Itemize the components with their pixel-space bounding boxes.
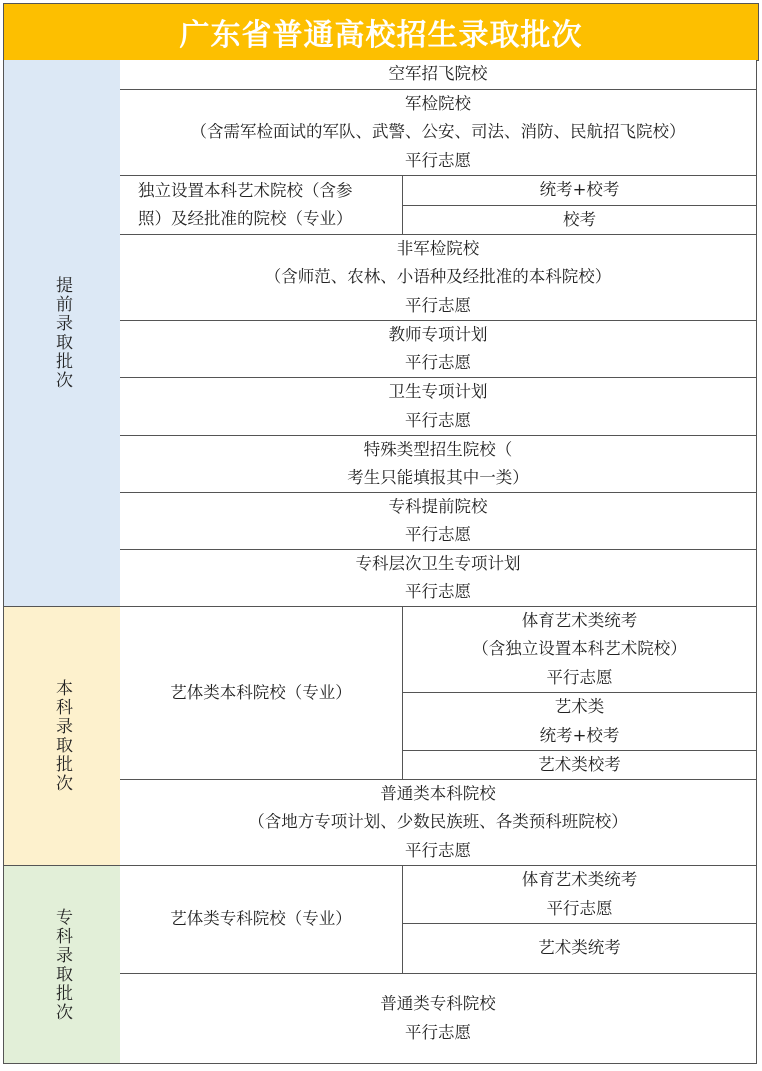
group-early-batch xyxy=(3,60,121,607)
group-label: 提前录取批次 xyxy=(52,276,72,390)
cell-text-line: 空军招飞院校 xyxy=(388,64,488,84)
cell-unified-plus-school-exam xyxy=(403,176,757,206)
cell-text-line: 统考+校考 xyxy=(539,725,620,745)
cell-regular-junior-college xyxy=(120,974,757,1064)
cell-text-line: 专科提前院校 xyxy=(388,496,488,516)
cell-text-line: 艺术类校考 xyxy=(538,754,621,774)
cell-text-line: 平行志愿 xyxy=(405,150,471,170)
group-junior-college-batch xyxy=(3,866,121,1064)
cell-junior-art-unified xyxy=(403,924,757,974)
cell-text-line: 卫生专项计划 xyxy=(388,382,488,401)
cell-text-line: 特殊类型招生院校（ xyxy=(363,439,513,459)
cell-text-line: 平行志愿 xyxy=(405,525,471,544)
cell-art-unified-plus-school xyxy=(403,693,757,751)
cell-air-force-pilot xyxy=(120,60,757,90)
cell-sports-art-unified-exam xyxy=(403,607,757,693)
cell-health-special-plan xyxy=(120,378,757,436)
group-label: 专科录取批次 xyxy=(52,907,72,1022)
cell-text-line: 考生只能填报其中一类） xyxy=(347,468,529,487)
cell-special-type-schools xyxy=(120,436,757,493)
cell-teacher-special-plan xyxy=(120,321,757,378)
cell-text-line: 平行志愿 xyxy=(405,295,471,315)
cell-text-line: 平行志愿 xyxy=(405,840,471,860)
cell-text-line: 独立设置本科艺术院校（含参 xyxy=(138,180,353,200)
cell-text-line: （含需军检面试的军队、武警、公安、司法、消防、民航招飞院校） xyxy=(190,122,686,142)
cell-text-line: 体育艺术类统考 xyxy=(521,870,638,889)
cell-school-exam xyxy=(403,206,757,235)
cell-text-line: 教师专项计划 xyxy=(388,324,488,344)
cell-text-line: 照）及经批准的院校（专业） xyxy=(138,209,353,228)
cell-junior-sports-art-unified xyxy=(403,866,757,924)
cell-text-line: 统考+校考 xyxy=(539,180,620,200)
cell-text-line: 平行志愿 xyxy=(405,353,471,372)
cell-text-line: 校考 xyxy=(563,209,596,229)
cell-junior-college-health-plan xyxy=(120,550,757,607)
cell-art-sports-junior-college xyxy=(120,866,403,974)
cell-text-line: 平行志愿 xyxy=(405,582,471,601)
cell-independent-art-schools xyxy=(120,176,403,235)
cell-text-line: 艺术类 xyxy=(554,697,605,716)
cell-text-line: 专科层次卫生专项计划 xyxy=(355,553,521,573)
cell-text-line: 普通类本科院校 xyxy=(380,783,496,803)
cell-text-line: 平行志愿 xyxy=(405,1022,471,1042)
cell-text-line: 非军检院校 xyxy=(396,238,480,258)
cell-text-line: 普通类专科院校 xyxy=(380,994,496,1013)
cell-art-sports-undergraduate xyxy=(120,607,403,780)
cell-art-school-exam xyxy=(403,751,757,780)
cell-text-line: 平行志愿 xyxy=(546,667,613,687)
cell-text-line: 体育艺术类统考 xyxy=(521,610,638,630)
cell-military-check-schools xyxy=(120,90,757,176)
cell-non-military-check-schools xyxy=(120,235,757,321)
cell-regular-undergraduate xyxy=(120,780,757,866)
cell-text-line: （含师范、农林、小语种及经批准的本科院校） xyxy=(264,267,612,287)
table-title: 广东省普通高校招生录取批次 xyxy=(3,3,759,61)
cell-text-line: 平行志愿 xyxy=(546,898,613,918)
cell-text-line: 平行志愿 xyxy=(405,410,471,430)
group-label: 本科录取批次 xyxy=(52,679,72,793)
cell-text-line: 艺体类专科院校（专业） xyxy=(170,909,352,929)
cell-junior-college-early xyxy=(120,493,757,550)
cell-text-line: （含地方专项计划、少数民族班、各类预科班院校） xyxy=(248,812,628,832)
cell-text-line: 艺体类本科院校（专业） xyxy=(170,682,352,702)
cell-text-line: （含独立设置本科艺术院校） xyxy=(472,639,687,659)
cell-text-line: 艺术类统考 xyxy=(538,938,621,958)
group-undergraduate-batch xyxy=(3,607,121,866)
cell-text-line: 军检院校 xyxy=(405,93,471,113)
